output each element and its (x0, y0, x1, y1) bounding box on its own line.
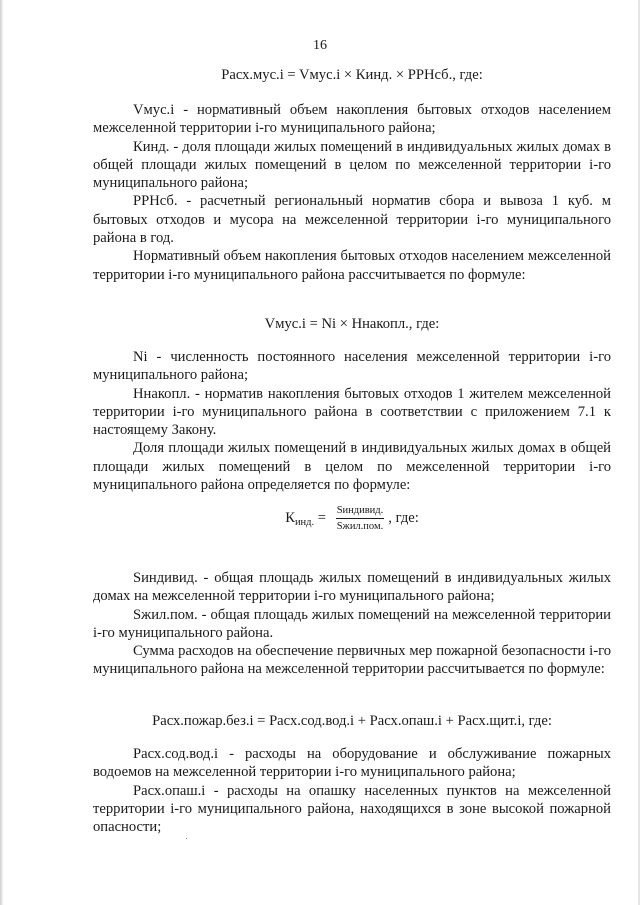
formula-equals: = (314, 510, 330, 526)
formula-v-mus: Vмус.i = Ni × Ннакопл., где: (264, 316, 440, 332)
fraction-denominator: Sжил.пом. (336, 521, 384, 532)
formula-fire-safety: Расх.пожар.без.i = Расх.сод.вод.i + Расх.опаш.i + Расх.щит.i, где: (152, 713, 552, 729)
definition-opash: Расх.опаш.i - расходы на опашку населенных пунктов на межселенной территории i-го муниципального района, находящихся в зоне высокой пожарной опасности; (93, 782, 611, 836)
formula-k-ind-symbol: К (285, 510, 295, 526)
formula-fraction (336, 504, 385, 533)
formula-k-ind (93, 504, 611, 533)
definition-s-individ: Sиндивид. - общая площадь жилых помещений в индивидуальных жилых домах на межселенной территории i-го муниципального района; (93, 570, 611, 605)
page-number: 16 (313, 38, 327, 53)
definition-ni: Ni - численность постоянного населения межселенной территории i-го муниципального района; (93, 349, 611, 384)
paragraph-area-share: Доля площади жилых помещений в индивидуальных жилых домах в общей площади жилых помещений в целом по межселенной территории i-го муниципального района определяется по формуле: (93, 440, 611, 494)
formula-k-ind-tail: , где: (388, 510, 419, 526)
formula-rashod-musor: Расх.мус.i = Vмус.i × Кинд. × РРНсб., где: (221, 67, 483, 83)
paragraph-norm-volume: Нормативный объем накопления бытовых отходов населением межселенной территории i-го муниципального района рассчитывается по формуле: (93, 248, 611, 283)
paragraph-fire-safety: Сумма расходов на обеспечение первичных мер пожарной безопасности i-го муниципального района на межселенной территории рассчитывается по формуле: (93, 643, 611, 678)
definition-rrn-sb: РРНсб. - расчетный региональный норматив сбора и вывоза 1 куб. м бытовых отходов и мусора на межселенной территории i-го муниципального района в год. (93, 193, 611, 247)
definitions-block-2 (93, 348, 611, 494)
fraction-numerator: Sиндивид. (336, 504, 385, 519)
formula-k-ind-subscript: инд. (294, 517, 315, 528)
definitions-block-4 (93, 745, 611, 836)
definition-k-ind: Кинд. - доля площади жилых помещений в индивидуальных жилых домах в общей площади жилых помещений в целом по межселенной территории i-го муниципального района; (93, 138, 611, 192)
definition-s-zhil-pom: Sжил.пом. - общая площадь жилых помещений на межселенной территории i-го муниципального района. (93, 606, 611, 641)
scan-edge-left (0, 0, 3, 905)
definitions-block-1 (93, 101, 611, 284)
definitions-block-3 (93, 569, 611, 679)
definition-sod-vod: Расх.сод.вод.i - расходы на оборудование и обслуживание пожарных водоемов на межселенной территории i-го муниципального района; (93, 746, 611, 781)
definition-n-nakopl: Ннакопл. - норматив накопления бытовых отходов 1 жителем межселенной территории i-го муниципального района в соответствии с приложением 7.1 к настоящему Закону. (93, 385, 611, 439)
definition-v-mus: Vмус.i - нормативный объем накопления бытовых отходов населением межселенной территории i-го муниципального района; (93, 102, 611, 137)
scan-speck (186, 838, 187, 839)
formula-k-ind-lhs (285, 510, 329, 527)
